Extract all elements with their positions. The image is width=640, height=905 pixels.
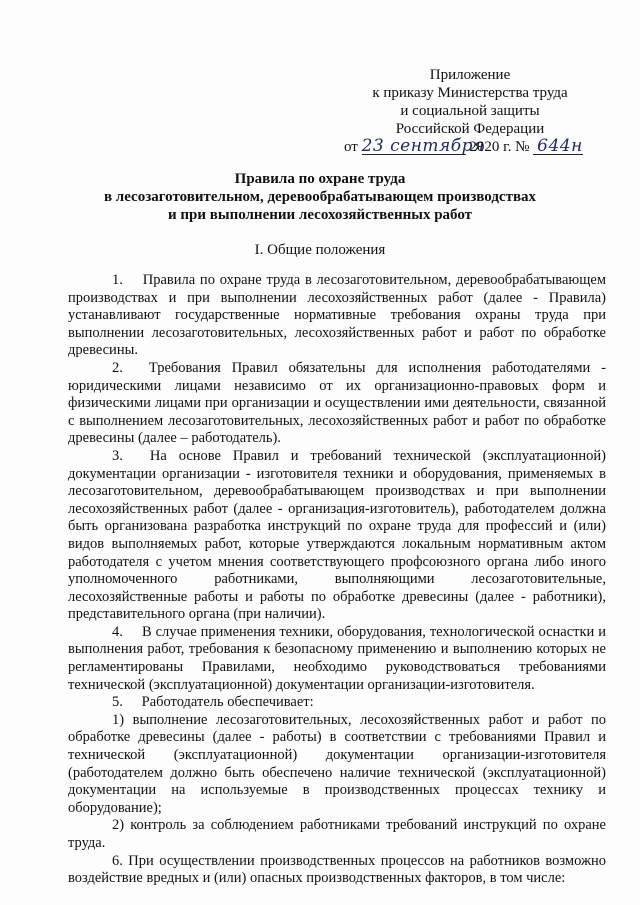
order-prefix: от xyxy=(344,139,358,155)
approval-line-1: Приложение xyxy=(429,67,511,83)
approval-line-4: Российской Федерации xyxy=(395,121,545,137)
paragraph-text: В случае применения техники, оборудования, технологической оснастки и выполнения работ, требования к безопасному применению и выполнению которых не регламентированы Правилами, необходимо руководствоваться требованиями технической (эксплуатационной) документации организации-изготовителя. xyxy=(68,623,606,693)
subitem-1: 1) выполнение лесозаготовительных, лесохозяйственных работ и работ по обработке древесины (далее - работы) в соответствии с требованиями Правил и технической (эксплуатационной) документации организации-изготовителя (работодателем должно быть обеспечено наличие технической (эксплуатационной) документации на используемые в производственных процессах технику и оборудование); xyxy=(68,711,606,816)
approval-line-2: к приказу Министерства труда xyxy=(372,85,568,101)
paragraph-text: Требования Правил обязательны для исполнения работодателями - юридическими лицами независимо от их организационно-правовых форм и физическими лицами при организации и осуществлении ими деятельности, связанной с выполнением лесозаготовительных, лесохозяйственных работ и работ по обработке древесины (далее – работодатель). xyxy=(68,359,606,447)
paragraph-text: На основе Правил и требований технической (эксплуатационной) документации организации - изготовителя техники и оборудования, применяемых в лесозаготовительном, деревообрабатывающем производствах и при выполнении лесохозяйственных работ (далее - организация-изготовитель), работодателем должна быть организована разработка инструкций по охране труда для профессий и (или) видов выполняемых работ, которые утверждаются локальным нормативным актом работодателя с учетом мнения соответствующего профсоюзного органа либо иного уполномоченного работниками, выполняющими лесозаготовительные, лесохозяйственные работы и работы по обработке древесины (далее - работники), представительного органа (при наличии). xyxy=(68,447,606,623)
paragraph-number: 5. xyxy=(112,694,123,711)
paragraph-text: Работодатель обеспечивает: xyxy=(141,694,314,711)
subitem-2: 2) контроль за соблюдением работниками требований инструкций по охране труда. xyxy=(68,817,606,851)
paragraph-6: 6. При осуществлении производственных процессов на работников возможно воздействие вредных и (или) опасных производственных факторов, в том числе: xyxy=(68,852,606,887)
title-line-1: Правила по охране труда xyxy=(234,171,406,187)
paragraph-text: Правила по охране труда в лесозаготовительном, деревообрабатывающем производствах и при выполнении лесохозяйственных работ (далее - Правила) устанавливают государственные нормативные требования охраны труда при выполнении лесозаготовительных, лесохозяйственных работ и работ по обработке древесины. xyxy=(68,272,606,359)
paragraph-2 xyxy=(68,360,606,448)
paragraph-number: 3. xyxy=(112,447,123,464)
paragraph-1 xyxy=(68,272,606,360)
document-body xyxy=(68,272,606,888)
paragraph-number: 2. xyxy=(112,359,123,376)
paragraph-5 xyxy=(68,694,606,712)
paragraph-number: 1. xyxy=(112,272,123,288)
paragraph-4 xyxy=(68,624,606,694)
order-date-number xyxy=(340,138,600,156)
paragraph-3 xyxy=(68,448,606,624)
document-title xyxy=(70,170,570,224)
title-line-3: и при выполнении лесохозяйственных работ xyxy=(167,207,473,223)
handwritten-date: 23 сентября xyxy=(361,136,485,156)
approval-line-3: и социальной защиты xyxy=(400,103,540,119)
order-year: 2020 г. № xyxy=(469,139,530,155)
title-line-2: в лесозаготовительном, деревообрабатывающем производствах xyxy=(103,189,537,205)
paragraph-number: 4. xyxy=(112,623,123,640)
approval-block xyxy=(340,66,600,156)
section-heading: I. Общие положения xyxy=(254,242,386,258)
handwritten-number: 644н xyxy=(533,138,583,155)
